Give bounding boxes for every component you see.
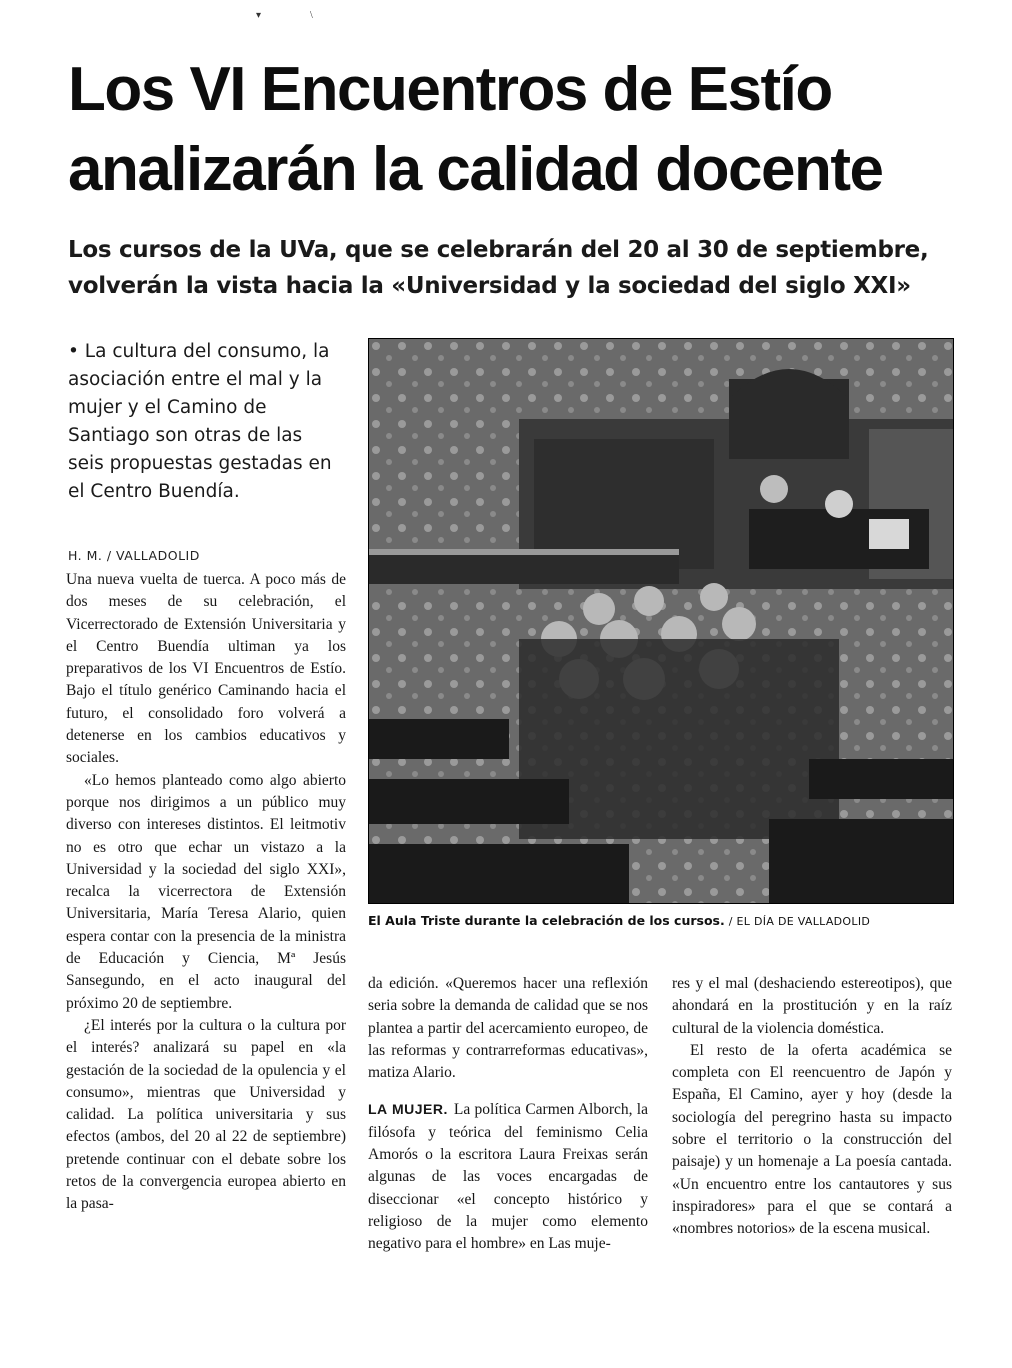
subheadline-line: volverán la vista hacia la «Universidad y la sociedad del siglo XXI» xyxy=(68,273,911,299)
paragraph: Una nueva vuelta de tuerca. A poco más de dos meses de su celebración, el Vicerrectorado de Extensión Universitaria y el Centro Buendía ultiman ya los preparativos de los VI Encuentros de Estío. Bajo el título genérico Caminando hacia el futuro, el consolidado foro volverá a detenerse en los cambios educativos y sociales. xyxy=(66,571,346,767)
article-column-1 xyxy=(66,569,346,1216)
caption-text: El Aula Triste durante la celebración de los cursos. xyxy=(368,913,725,928)
subheadline-line: Los cursos de la UVa, que se celebrarán del 20 al 30 de septiembre, xyxy=(68,237,929,263)
paragraph xyxy=(368,1098,648,1255)
lecture-hall-image xyxy=(369,339,953,903)
article-column-2 xyxy=(368,973,648,1256)
headline-line: Los VI Encuentros de Estío xyxy=(68,55,832,124)
print-mark: ▾ xyxy=(256,10,262,21)
paragraph: ¿El interés por la cultura o la cultura por el interés? analizará su papel en «la gestación de la sociedad de la opulencia y el consumo», mientras que Universidad y calidad. La política universitaria y sus efectos (ambos, del 20 al 22 de septiembre) pretende continuar con el debate sobre los retos de la convergencia europea abierto en la pasa- xyxy=(66,1016,346,1213)
photo-caption xyxy=(368,913,968,928)
paragraph: «Lo hemos planteado como algo abierto porque nos dirigimos a un público muy diverso con intereses distintos. El leitmotiv no es otro que echar un vistazo a la Universidad y la sociedad del siglo XXI», recalca la vicerrectora de Extensión Universitaria, María Teresa Alario, quien espera contar con la presencia de la ministra de Educación y Ciencia, Mª Jesús Sansegundo, en el acto inaugural del próximo 20 de septiembre. xyxy=(66,771,346,1012)
article-column-3 xyxy=(672,973,952,1241)
paragraph-text: La política Carmen Alborch, la filósofa y teórica del feminismo Celia Amorós o la escritora Laura Freixas serán algunas de las voces encargadas de diseccionar «el concepto histórico y religioso de la mujer como elemento negativo para el hombre» en Las muje- xyxy=(368,1101,648,1253)
paragraph: da edición. «Queremos hacer una reflexión seria sobre la demanda de calidad que se nos plantea a partir del acercamiento europeo, de las reformas y contrarreformas educativas», matiza Alario. xyxy=(368,975,648,1082)
paragraph: El resto de la oferta académica se completa con El reencuentro de Japón y España, El Camino, ayer y hoy (desde la sociología del peregrino hasta su impacto sobre el territorio o la construcción del paisaje) y un homenaje a La poesía cantada. «Un encuentro entre los cantautores y sus inspiradores» para el que se contará a «nombres notorios» de la escena musical. xyxy=(672,1041,952,1238)
summary-highlight: • La cultura del consumo, la asociación entre el mal y la mujer y el Camino de Santiago son otras de las seis propuestas gestadas en el Centro Buendía. xyxy=(68,341,332,502)
headline-line: analizarán la calidad docente xyxy=(68,135,883,204)
print-mark: \ xyxy=(310,10,313,21)
byline: H. M. / VALLADOLID xyxy=(68,548,200,563)
headline xyxy=(68,50,968,210)
paragraph: res y el mal (deshaciendo estereotipos), que ahondará en la prostitución y en la raíz cultural de la violencia doméstica. xyxy=(672,975,952,1037)
news-photo xyxy=(368,338,954,904)
section-kicker: LA MUJER. xyxy=(368,1101,448,1118)
subheadline xyxy=(68,232,968,304)
photo-credit: / EL DÍA DE VALLADOLID xyxy=(728,915,871,928)
